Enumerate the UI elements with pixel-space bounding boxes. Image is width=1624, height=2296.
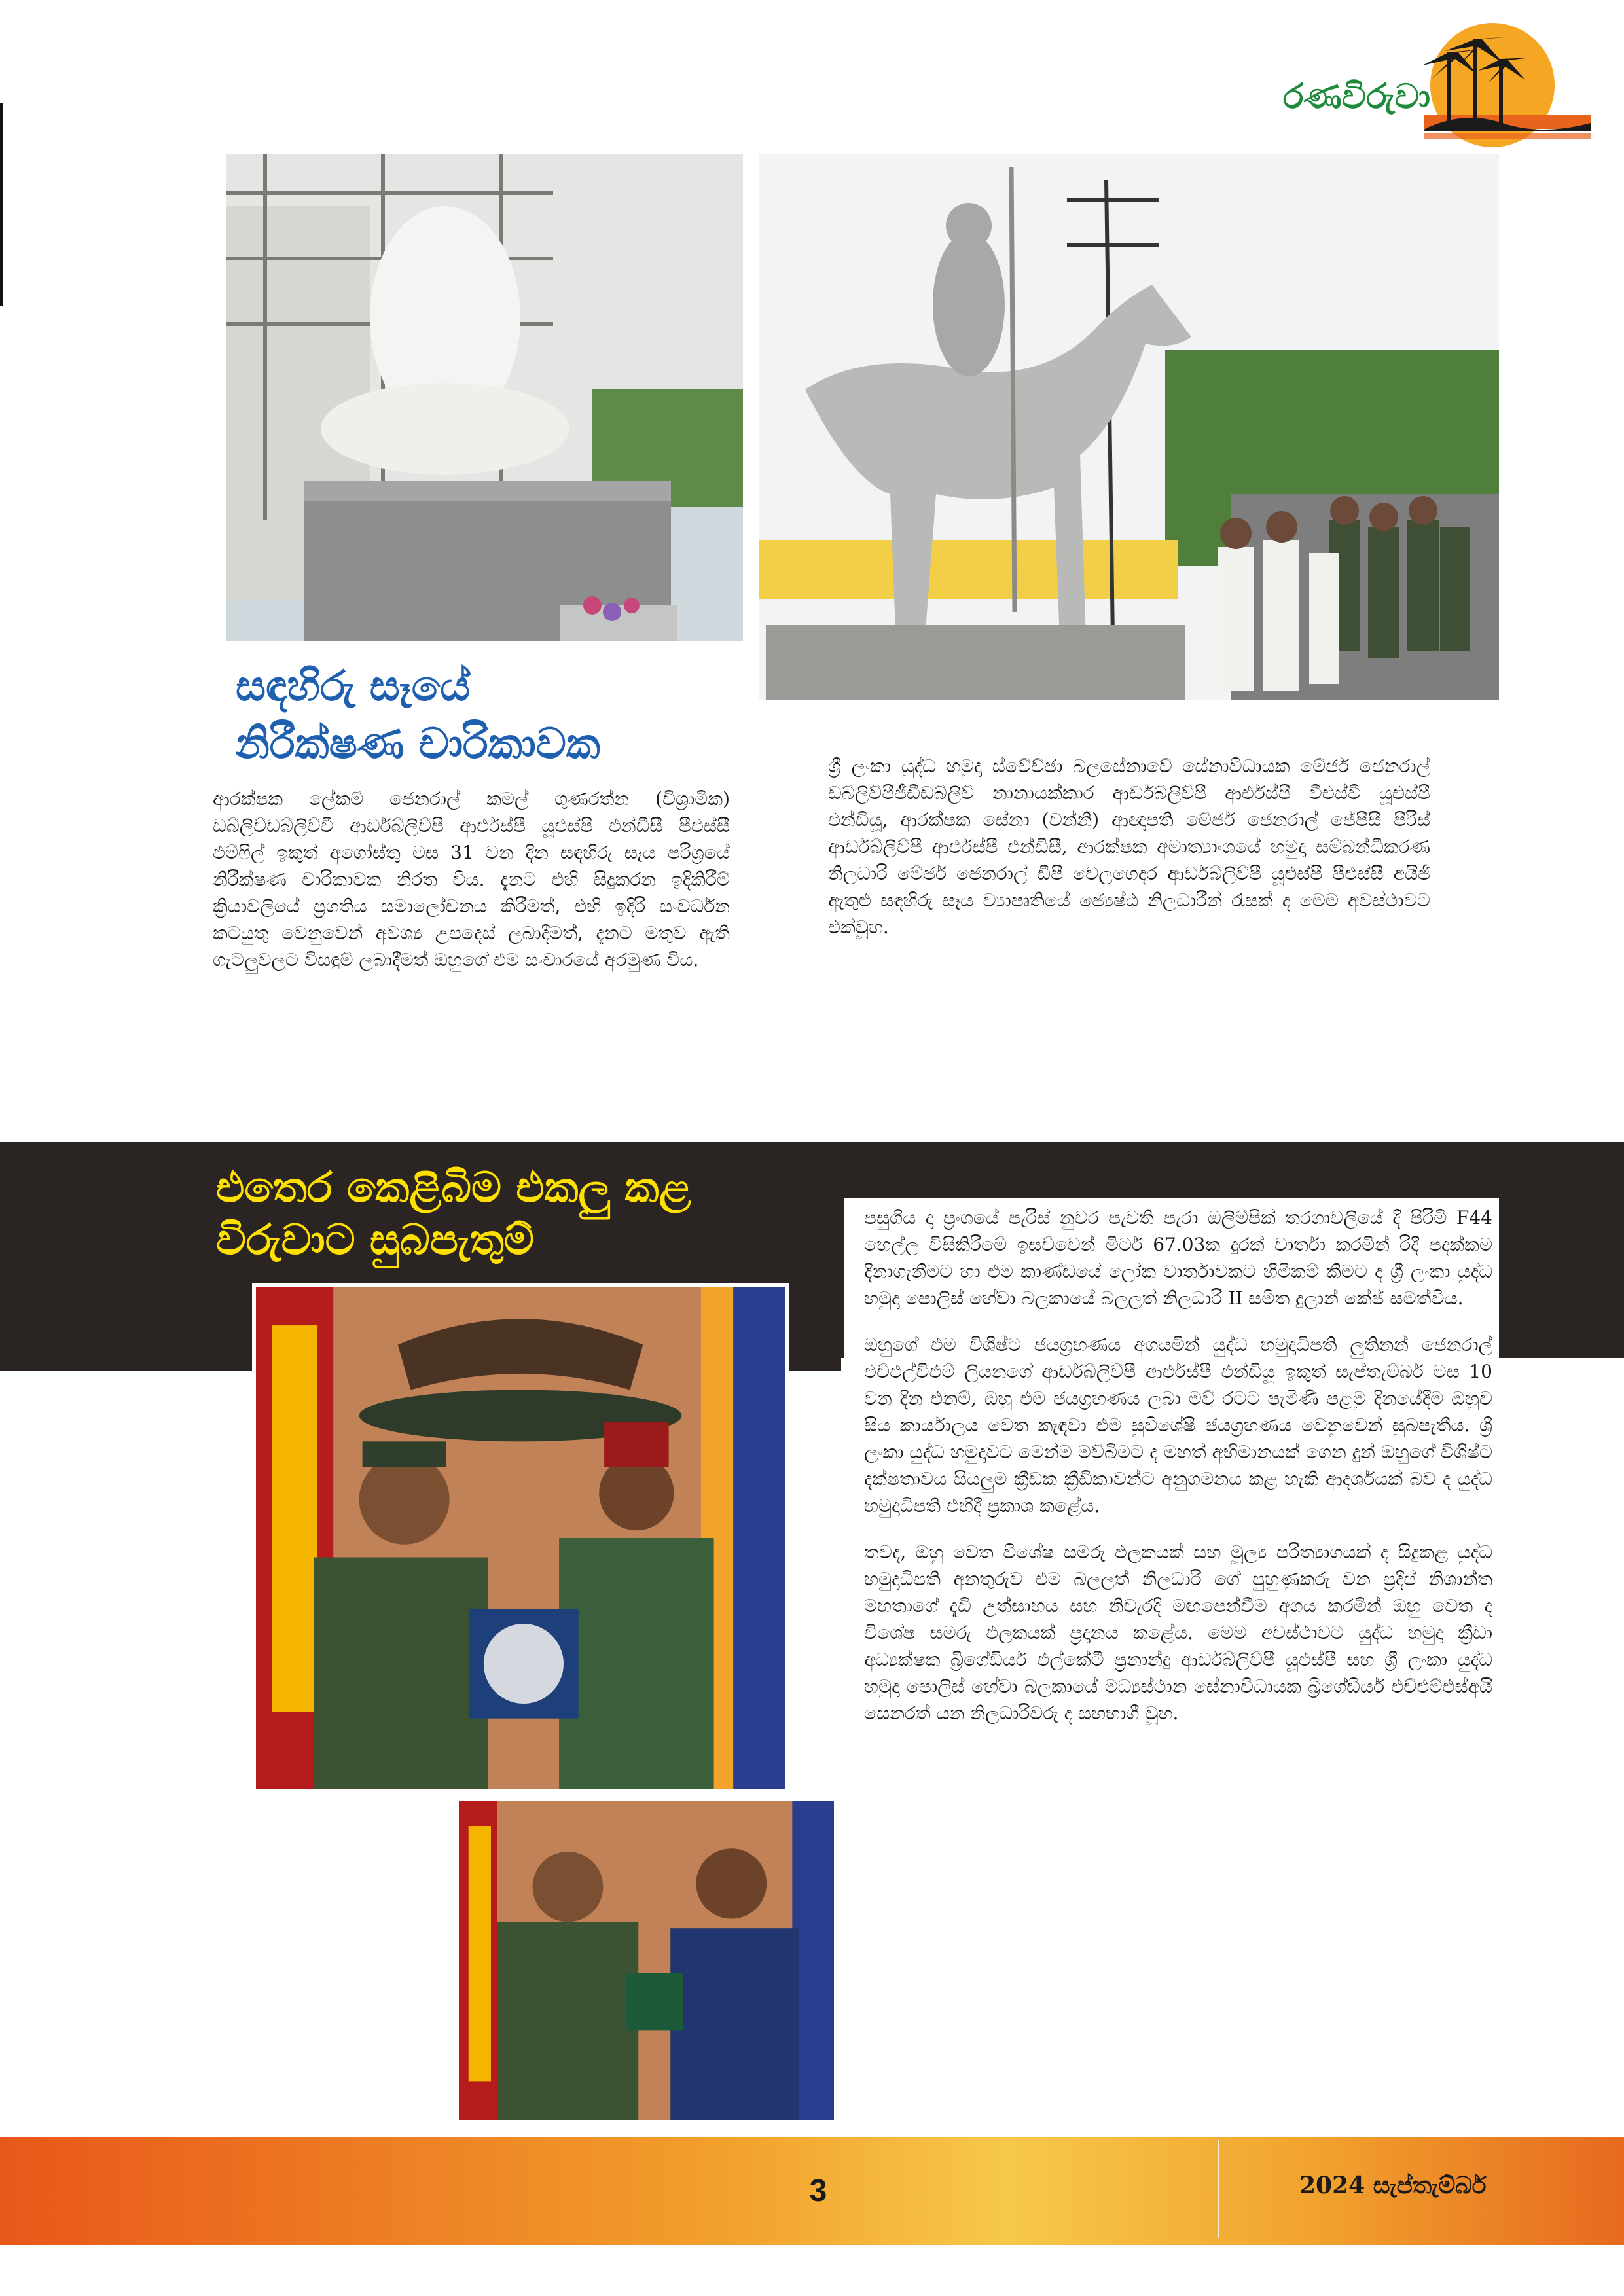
- article1-title-line2: නිරීක්ෂණ චාරිකාවක: [236, 720, 600, 768]
- article2-title-line1: එතෙර කෙළිබිම එකලු කළ: [216, 1164, 691, 1212]
- issue-date: 2024 සැප්තැම්බර්: [1299, 2172, 1487, 2199]
- footer-divider: [1218, 2140, 1219, 2238]
- article1-title-line1: සඳහිරු සෑයේ: [236, 662, 471, 711]
- commander-presentation-photo: [252, 1283, 789, 1793]
- buddha-statue-photo: [226, 154, 743, 641]
- article2-body: [864, 1204, 1492, 1727]
- article2-paragraph2: ඔහුගේ එම විශිෂ්ට ජයග්‍රහණය අගයමින් යුද්ධ හමුදාධිපති ලුතිනන් ජෙනරාල් එච්එල්වීඑම් ලියනගේ ආර්ඩබ්ලිව්පී ආර්එස්පී එන්ඩියූ ඉකුත් සැප්තැම්බර් මස 10 වන දින එනම්, ඔහු එම ජයග්‍රහණය ලබා මව් රටට පැමිණි පළමු දිනයේදීම ඔහුව සිය කාර්යාලය වෙත කැඳවා එම සුවිශේෂී ජයග්‍රහණය වෙනුවෙන් සුබපැතීය. ශ්‍රී ලංකා යුද්ධ හමුදාවට මෙන්ම මව්බිමට ද මහත් අභිමානයක් ගෙන දුන් ඔහුගේ විශිෂ්ට දක්ෂතාවය සියලුම ක්‍රීඩක ක්‍රීඩිකාවන්ට අනුගමනය කළ හැකි ආදර්ශයක් බව ද යුද්ධ හමුදාධිපති එහිදී ප්‍රකාශ කළේය.: [864, 1334, 1492, 1516]
- edge-marker: [0, 103, 3, 306]
- article2-title-line2: විරුවාට සුබපැතුම්: [216, 1216, 534, 1265]
- article1-title: [236, 658, 772, 773]
- masthead-logo: [1283, 13, 1591, 157]
- page-number: 3: [809, 2174, 827, 2208]
- article2-title: [216, 1162, 838, 1266]
- article2-paragraph3: තවද, ඔහු වෙත විශේෂ සමරු ඵලකයක් සහ මූල්‍ය පරිත්‍යාගයක් ද සිදුකළ යුද්ධ හමුදාධිපති අනතුරුව එම බලලත් නිලධාරි ගේ පුහුණුකරු වන ප්‍රදීප් නිශාන්ත මහතාගේ දැඩි උත්සාහය සහ නිවැරදි මඟපෙන්වීම අගය කරමින් ඔහු වෙත ද විශේෂ සමරු ඵලකයක් ප්‍රදානය කළේය. මෙම අවස්ථාවට යුද්ධ හමුදා ක්‍රීඩා අධ්‍යක්ෂක බ්‍රිගේඩියර් එල්කේටී ප්‍රනාන්දු ආර්ඩබ්ලිව්පී යූඑස්පී සහ ශ්‍රී ලංකා යුද්ධ හමුදා පොලිස් හේවා බලකායේ මධ්‍යස්ථාන සේනාවිධායක බ්‍රිගේඩියර් එච්එම්එස්අයි සෙනරත් යන නිලධාරිවරු ද සහභාගී වූහ.: [864, 1541, 1492, 1724]
- article2-paragraph1: පසුගිය දා ප්‍රංශයේ පැරිස් නුවර පැවති පැරා ඔලිම්පික් තරගාවලියේ දී පිරිමි F44 හෙල්ල විසිකිරීමේ ඉසව්වෙන් මීටර් 67.03ක දුරක් වාර්තා කරමින් රිදී පදක්කම දිනාගැනීමට හා එම කාණ්ඩයේ ලෝක වාර්තාවකට හිමිකම් කීමට ද ශ්‍රී ලංකා යුද්ධ හමුදා පොලිස් හේවා බලකායේ බලලත් නිලධාරි II සමිත දුලාන් කේජ් සමත්විය.: [864, 1207, 1492, 1309]
- logo-text: රණවිරුවා: [1283, 77, 1431, 117]
- article1-column1: ආරක්ෂක ලේකම් ජෙනරාල් කමල් ගුණරත්න (විශ්‍රාමික) ඩබ්ලිව්ඩබ්ලිව්වී ආර්ඩබ්ලිව්පී ආර්එස්පී යූඑස්පී එන්ඩීසී පීඑස්සී එම්ෆිල් ඉකුත් අගෝස්තු මස 31 වන දින සඳහිරු සෑය පරිශ්‍රයේ නිරීක්ෂණ චාරිකාවක නිරත විය. දැනට එහි සිදුකරන ඉදිකිරීම් ක්‍රියාවලියේ ප්‍රගතිය සමාලෝචනය කිරීමත්, එහි ඉදිරි සංවර්ධන කටයුතු වෙනුවෙන් අවශ්‍ය උපදෙස් ලබාදීමත්, දැනට මතුව ඇති ගැටලුවලට විසඳුම් ලබාදීමත් ඔහුගේ එම සංචාරයේ අරමුණ විය.: [213, 788, 730, 971]
- article1-column2: ශ්‍රී ලංකා යුද්ධ හමුදා ස්වේච්ඡා බලසේනාවේ සේනාවිධායක මේජර් ජෙනරාල් ඩබ්ලිව්පීජීඩීඩබ්ලිව් නානායක්කාර ආර්ඩබ්ලිව්පී ආර්එස්පී වීඑස්වී යූඑස්පී එන්ඩියූ, ආරක්ෂක සේනා (වන්නි) ආඥාපති මේජර් ජෙනරාල් ජේපීසී පීරිස් ආර්ඩබ්ලිව්පී ආර්එස්පී එන්ඩීසී, ආරක්ෂක අමාත්‍යාංශයේ හමුදා සම්බන්ධීකරණ නිලධාරි මේජර් ජෙනරාල් ඩීපී වෙලගෙදර ආර්ඩබ්ලිව්පී යූඑස්පී පීඑස්සී අයිජී ඇතුළු සඳහිරු සෑය ව්‍යාපෘතියේ ජ්‍යෙෂ්ඨ නිලධාරීන් රැසක් ද මෙම අවස්ථාවට එක්වූහ.: [828, 755, 1430, 938]
- horse-statue-inspection-photo: [759, 154, 1499, 700]
- coach-presentation-photo: [455, 1797, 838, 2124]
